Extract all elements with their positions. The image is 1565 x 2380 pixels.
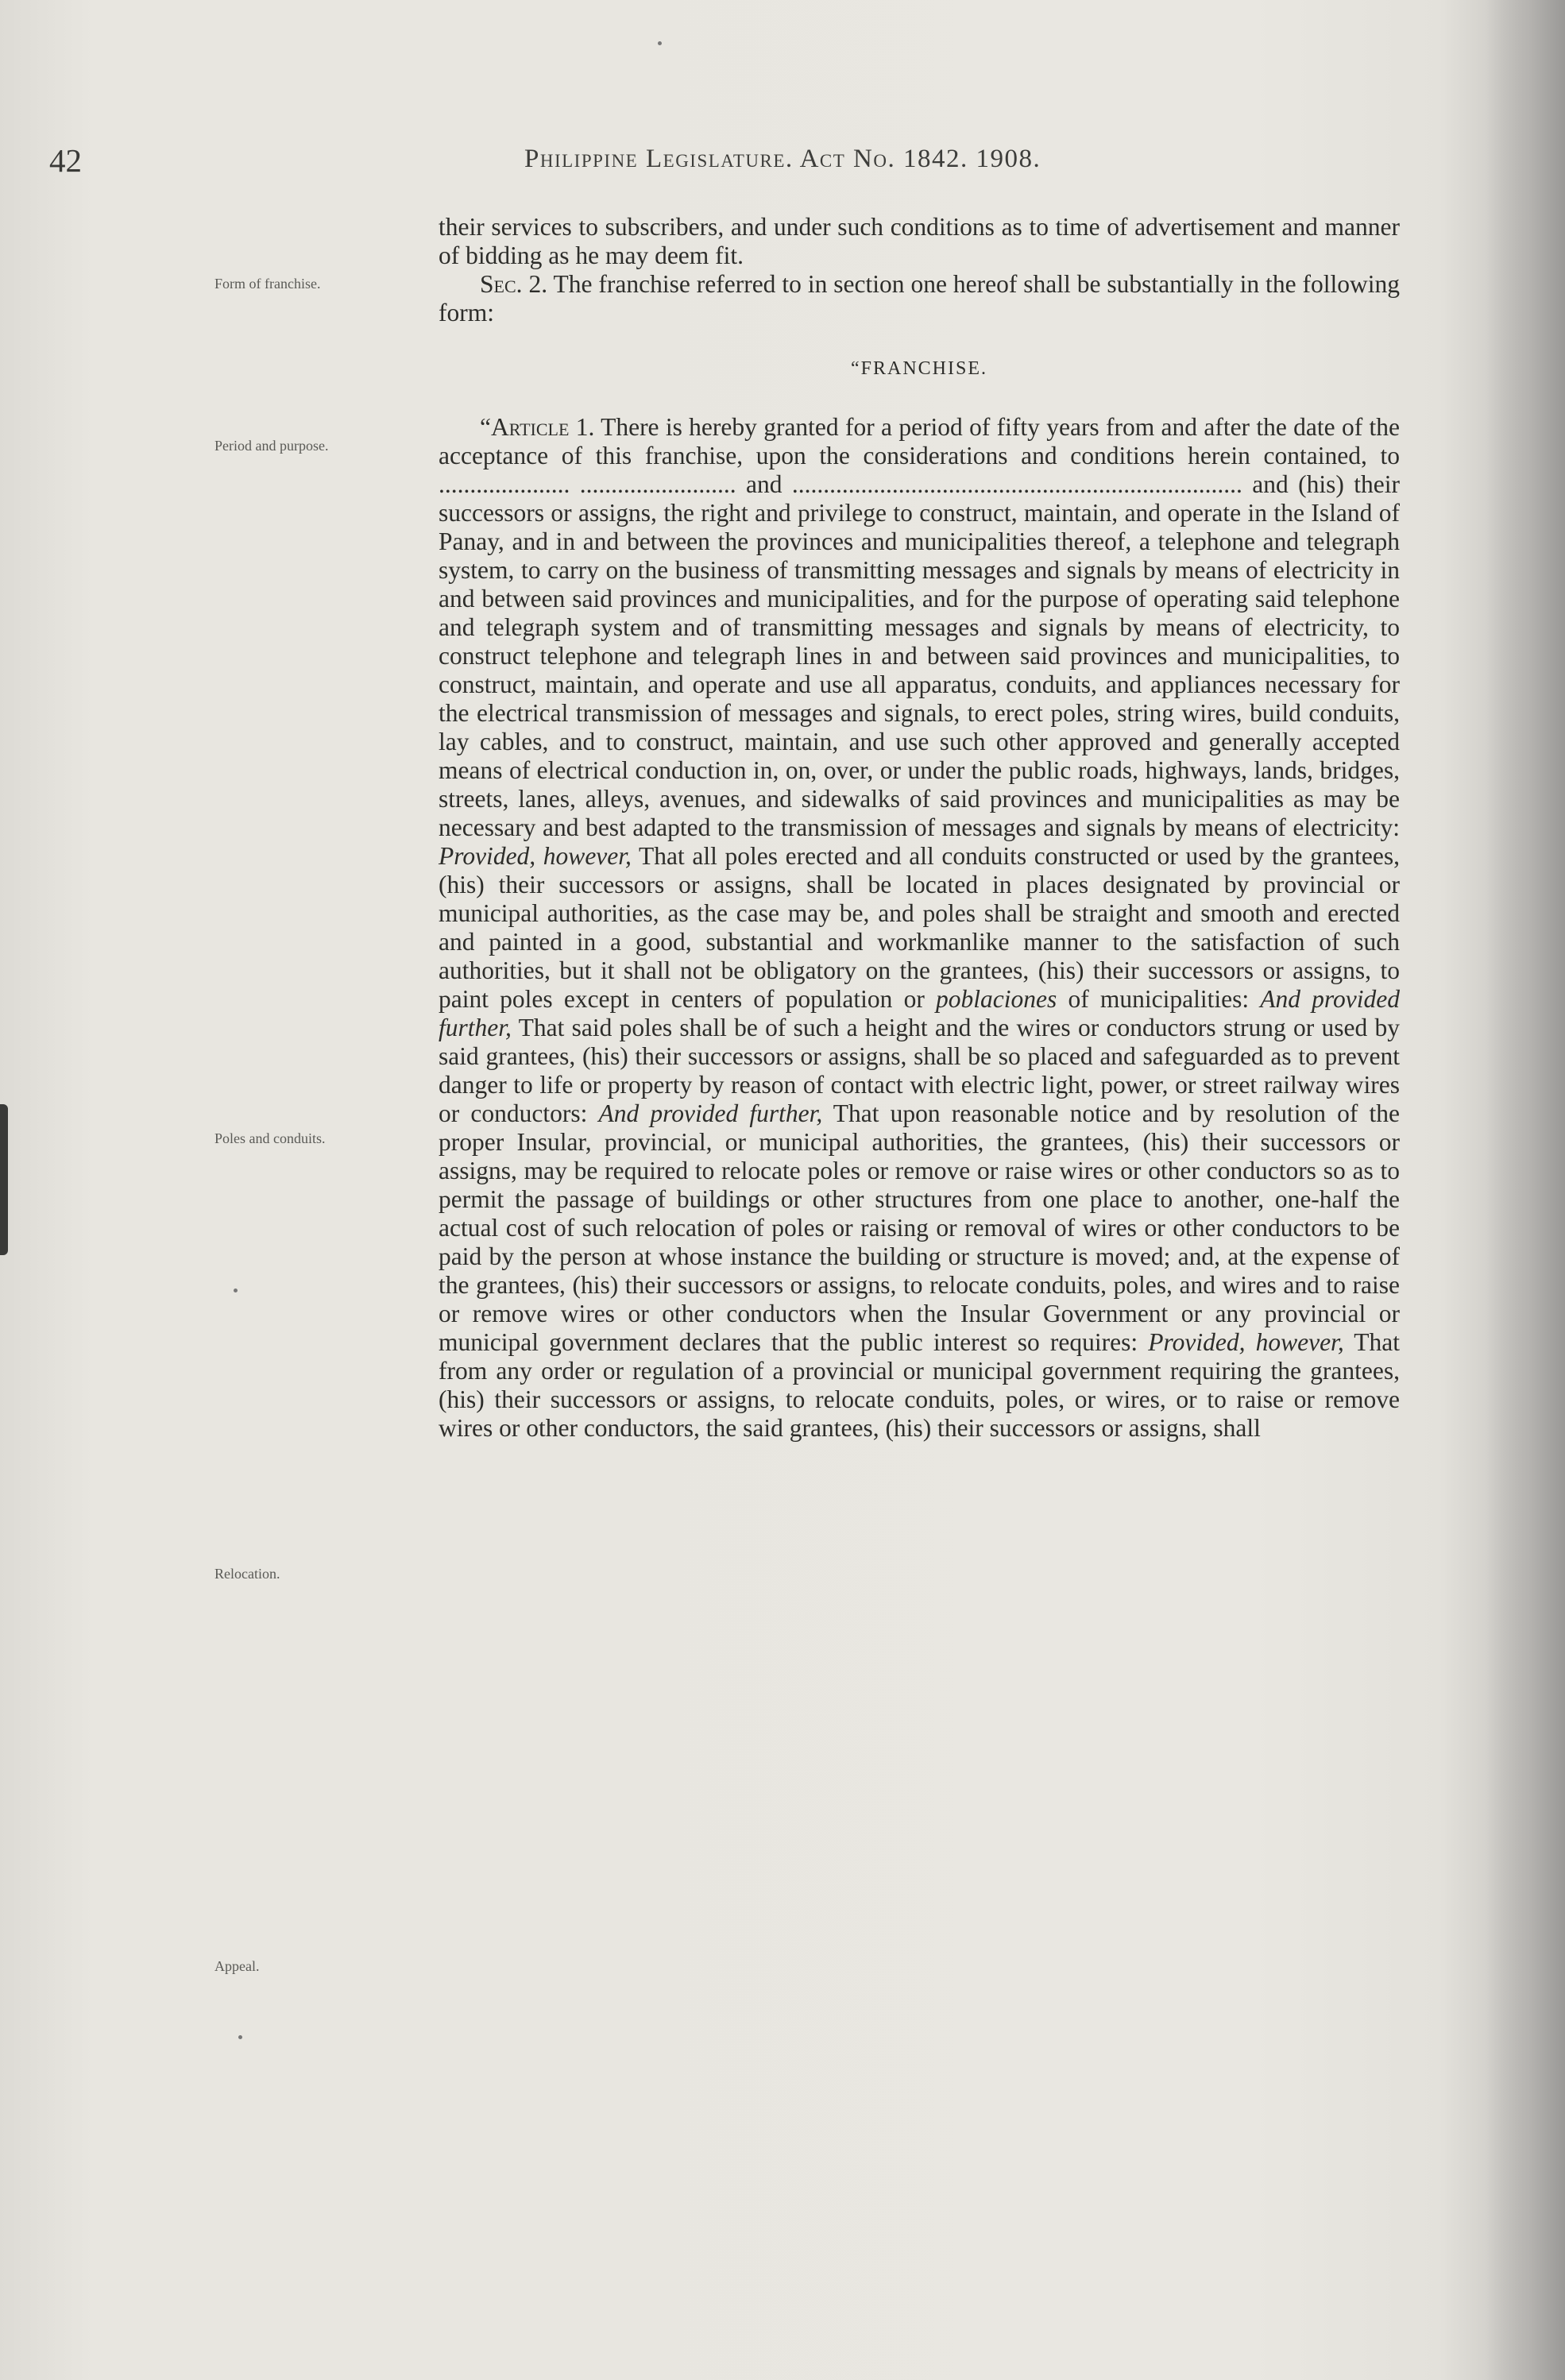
proviso-provided-however-1: Provided, however, — [439, 842, 632, 870]
margin-note-relocation: Relocation. — [214, 1566, 280, 1582]
margin-note-poles-and-conduits: Poles and conduits. — [214, 1130, 326, 1146]
paragraph-article-1 — [439, 413, 1400, 1443]
paragraph-continuation: their services to subscribers, and under such conditions as to time of advertisement and manner of bidding as he may deem fit. — [439, 213, 1400, 269]
running-header — [0, 141, 1565, 189]
franchise-heading: “FRANCHISE. — [850, 358, 987, 379]
print-speck — [658, 41, 662, 45]
body-text-block — [439, 213, 1400, 1443]
proviso-provided-however-2: Provided, however, — [1148, 1328, 1344, 1356]
paragraph-section-2 — [439, 270, 1400, 327]
article-text-3: of municipalities: — [1057, 985, 1261, 1013]
print-speck — [238, 2035, 242, 2039]
article-text-5: That upon reasonable notice and by resolution of the proper Insular, provincial, or municipal authorities, the grantees, (his) their successors or assigns, may be required to relocate poles or remove or raise wires or other conductors so as to permit the passage of buildings or other structures from one place to another, one-half the actual cost of such relocation of poles or raising or removal of wires or other conductors to be paid by the person at whose instance the building or structure is moved; and, at the expense of the grantees, (his) their successors or assigns, to relocate conduits, poles, and wires and to raise or remove wires or other conductors when the Insular Government or any provincial or municipal government declares that the public interest so requires: — [439, 1099, 1400, 1356]
print-speck — [234, 1289, 238, 1292]
section-label: Sec. 2. — [480, 270, 548, 298]
article-label: “Article 1. — [480, 413, 595, 441]
book-spine-shadow — [1486, 0, 1565, 2380]
article-text-2: That all poles erected and all conduits constructed or used by the grantees, (his) their successors or assigns, shall be located in places designated by provincial or municipal authorities, as the case may be, and poles shall be straight and smooth and erected and painted in a good, substantial and workmanlike manner to the satisfaction of such authorities, but it shall not be obligatory on the grantees, (his) their successors or assigns, to paint poles except in centers of population or — [439, 842, 1400, 1013]
page-edge-mark — [0, 1104, 8, 1255]
term-poblaciones: poblaciones — [936, 985, 1057, 1013]
margin-note-form-of-franchise: Form of franchise. — [214, 276, 321, 292]
article-text-6: That from any order or regulation of a provincial or municipal government requiring the grantees, (his) their successors or assigns, to relocate conduits, poles, or wires, or to raise or remove wires or other conductors, the said grantees, (his) their successors or assigns, shall — [439, 1328, 1401, 1442]
section-2-text: The franchise referred to in section one hereof shall be substantially in the following form: — [439, 270, 1400, 326]
page-number: 42 — [49, 142, 82, 179]
proviso-and-provided-further-2: And provided further, — [598, 1099, 823, 1127]
margin-note-appeal: Appeal. — [214, 1958, 260, 1974]
running-title: Philippine Legislature. Act No. 1842. 1908. — [524, 145, 1041, 173]
proviso-and-provided-further-1: And provided further, — [439, 985, 1400, 1041]
article-text-1: There is hereby granted for a period of fifty years from and after the date of the acceptance of this franchise, upon the considerations and conditions herein contained, to ..................... ......................... and ........................................................................ and (his) their successors or assigns, the right and privilege to construct, maintain, and operate in the Island of Panay, and in and between the provinces and municipalities thereof, a telephone and telegraph system, to carry on the business of transmitting messages and signals by means of electricity in and between said provinces and municipalities, and for the purpose of operating said telephone and telegraph system and of transmitting messages and signals by means of electricity, to construct telephone and telegraph lines in and between said provinces and municipalities, to construct, maintain, and operate and use all apparatus, conduits, and appliances necessary for the electrical transmission of messages and signals, to erect poles, string wires, build conduits, lay cables, and to construct, maintain, and use such other approved and generally accepted means of electrical conduction in, on, over, or under the public roads, highways, lands, bridges, streets, lanes, alleys, avenues, and sidewalks of said provinces and municipalities as may be necessary and best adapted to the transmission of messages and signals by means of electricity: — [439, 413, 1400, 841]
margin-note-period-and-purpose: Period and purpose. — [214, 438, 329, 454]
article-text-4: That said poles shall be of such a height and the wires or conductors strung or used by said grantees, (his) their successors or assigns, shall be so placed and safeguarded as to prevent danger to life or property by reason of contact with electric light, power, or street railway wires or conductors: — [439, 1014, 1400, 1127]
